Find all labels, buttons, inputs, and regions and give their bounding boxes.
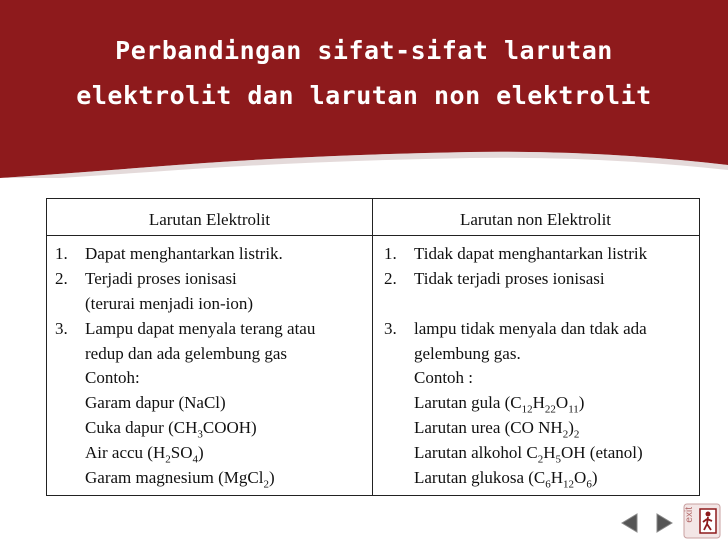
example-item: Larutan alkohol $C_2H_5OH$ (etanol) — [414, 443, 643, 466]
example-item: Larutan gula $(C_{12}H_{22}O_{11})$ — [414, 393, 585, 416]
list-item-continued: gelembung gas. — [414, 344, 521, 363]
example-heading: Contoh: — [85, 368, 140, 387]
list-item: Tidak dapat menghantarkan listrik — [414, 244, 648, 263]
list-item: Dapat menghantarkan listrik. — [85, 244, 283, 263]
list-number: 1. — [55, 244, 68, 263]
title-line-2: elektrolit dan larutan non elektrolit — [76, 81, 652, 110]
header-non-electrolyte: Larutan non Elektrolit — [372, 199, 699, 236]
list-item: lampu tidak menyala dan tdak ada — [414, 319, 647, 338]
list-number: 3. — [55, 319, 68, 338]
list-number: 2. — [384, 269, 397, 288]
slide-header — [0, 0, 728, 178]
list-item-continued: (terurai menjadi ion-ion) — [85, 294, 254, 313]
triangle-left-icon — [617, 510, 643, 536]
column-electrolyte — [47, 199, 373, 495]
example-item: Cuka dapur $(CH_3COOH)$ — [85, 418, 257, 441]
list-number: 1. — [384, 244, 397, 263]
previous-slide-button[interactable] — [617, 510, 643, 536]
list-item: Tidak terjadi proses ionisasi — [414, 269, 605, 288]
list-item-continued: redup dan ada gelembung gas — [85, 344, 288, 363]
slide-title — [0, 28, 728, 118]
list-item: Terjadi proses ionisasi — [85, 269, 237, 288]
example-item: Garam magnesium (MgCl$_2$) — [85, 468, 275, 491]
comparison-table — [46, 198, 700, 496]
header-electrolyte: Larutan Elektrolit — [47, 199, 372, 236]
next-slide-button[interactable] — [651, 510, 677, 536]
title-line-1: Perbandingan sifat-sifat larutan — [115, 36, 613, 65]
list-number: 2. — [55, 269, 68, 288]
example-item: Larutan glukosa $(C_6H_{12}O_6)$ — [414, 468, 598, 491]
column-non-electrolyte — [372, 199, 699, 495]
triangle-right-icon — [651, 510, 677, 536]
exit-label: exit — [684, 507, 695, 523]
exit-button[interactable] — [683, 503, 721, 539]
list-number: 3. — [384, 319, 397, 338]
example-item: Larutan urea (CO $NH_2)_2$ — [414, 418, 580, 441]
example-item: Air accu $(H_2SO_4)$ — [85, 443, 204, 466]
list-item: Lampu dapat menyala terang atau — [85, 319, 316, 338]
example-item: Garam dapur (NaCl) — [85, 393, 226, 412]
example-heading: Contoh : — [414, 368, 474, 387]
